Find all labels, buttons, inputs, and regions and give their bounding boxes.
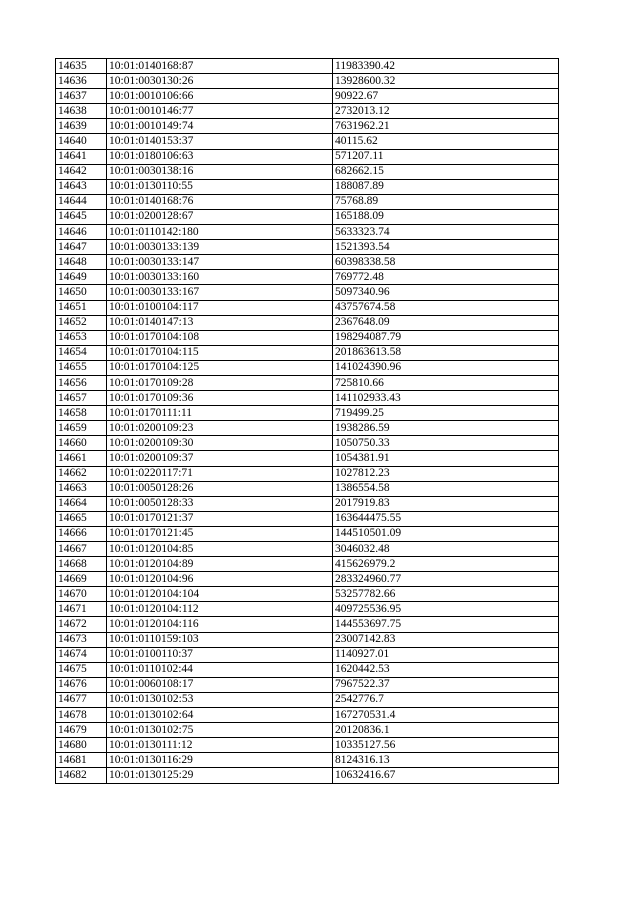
table-row xyxy=(56,753,559,768)
value-cell: 571207.11 xyxy=(333,149,559,164)
table-row xyxy=(56,375,559,390)
value-cell: 5097340.96 xyxy=(333,285,559,300)
value-cell: 43757674.58 xyxy=(333,300,559,315)
cadastral-number-cell: 10:01:0170121:45 xyxy=(107,526,333,541)
table-row xyxy=(56,285,559,300)
value-cell: 1521393.54 xyxy=(333,240,559,255)
cadastral-number-cell: 10:01:0030138:16 xyxy=(107,164,333,179)
row-number-cell: 14641 xyxy=(56,149,107,164)
row-number-cell: 14645 xyxy=(56,209,107,224)
cadastral-number-cell: 10:01:0170104:115 xyxy=(107,345,333,360)
table-row xyxy=(56,451,559,466)
value-cell: 20120836.1 xyxy=(333,723,559,738)
value-cell: 1938286.59 xyxy=(333,421,559,436)
row-number-cell: 14667 xyxy=(56,542,107,557)
table-row xyxy=(56,481,559,496)
value-cell: 201863613.58 xyxy=(333,345,559,360)
value-cell: 719499.25 xyxy=(333,406,559,421)
row-number-cell: 14679 xyxy=(56,723,107,738)
cadastral-number-cell: 10:01:0200109:37 xyxy=(107,451,333,466)
cadastral-number-cell: 10:01:0130102:53 xyxy=(107,692,333,707)
table-row xyxy=(56,270,559,285)
row-number-cell: 14681 xyxy=(56,753,107,768)
table-row xyxy=(56,421,559,436)
table-row xyxy=(56,240,559,255)
table-row xyxy=(56,134,559,149)
row-number-cell: 14657 xyxy=(56,391,107,406)
value-cell: 1620442.53 xyxy=(333,662,559,677)
cadastral-number-cell: 10:01:0030133:167 xyxy=(107,285,333,300)
row-number-cell: 14644 xyxy=(56,194,107,209)
value-cell: 167270531.4 xyxy=(333,708,559,723)
cadastral-number-cell: 10:01:0110159:103 xyxy=(107,632,333,647)
row-number-cell: 14652 xyxy=(56,315,107,330)
value-cell: 2367648.09 xyxy=(333,315,559,330)
row-number-cell: 14653 xyxy=(56,330,107,345)
row-number-cell: 14648 xyxy=(56,255,107,270)
value-cell: 2017919.83 xyxy=(333,496,559,511)
cadastral-number-cell: 10:01:0170109:36 xyxy=(107,391,333,406)
cadastral-number-cell: 10:01:0010146:77 xyxy=(107,104,333,119)
table-row xyxy=(56,557,559,572)
row-number-cell: 14636 xyxy=(56,74,107,89)
cadastral-number-cell: 10:01:0130116:29 xyxy=(107,753,333,768)
row-number-cell: 14659 xyxy=(56,421,107,436)
table-row xyxy=(56,74,559,89)
row-number-cell: 14665 xyxy=(56,511,107,526)
value-cell: 1050750.33 xyxy=(333,436,559,451)
row-number-cell: 14651 xyxy=(56,300,107,315)
value-cell: 682662.15 xyxy=(333,164,559,179)
value-cell: 163644475.55 xyxy=(333,511,559,526)
cadastral-number-cell: 10:01:0120104:96 xyxy=(107,572,333,587)
row-number-cell: 14647 xyxy=(56,240,107,255)
table-row xyxy=(56,632,559,647)
value-cell: 1027812.23 xyxy=(333,466,559,481)
value-cell: 198294087.79 xyxy=(333,330,559,345)
table-row xyxy=(56,225,559,240)
table-row xyxy=(56,587,559,602)
value-cell: 8124316.13 xyxy=(333,753,559,768)
cadastral-number-cell: 10:01:0030130:26 xyxy=(107,74,333,89)
cadastral-number-cell: 10:01:0130102:75 xyxy=(107,723,333,738)
cadastral-number-cell: 10:01:0140153:37 xyxy=(107,134,333,149)
table-row xyxy=(56,255,559,270)
table-row xyxy=(56,436,559,451)
cadastral-number-cell: 10:01:0120104:104 xyxy=(107,587,333,602)
value-cell: 11983390.42 xyxy=(333,59,559,74)
cadastral-number-cell: 10:01:0170104:108 xyxy=(107,330,333,345)
value-cell: 23007142.83 xyxy=(333,632,559,647)
table-row xyxy=(56,119,559,134)
cadastral-number-cell: 10:01:0120104:116 xyxy=(107,617,333,632)
value-cell: 141102933.43 xyxy=(333,391,559,406)
value-cell: 415626979.2 xyxy=(333,557,559,572)
row-number-cell: 14674 xyxy=(56,647,107,662)
row-number-cell: 14676 xyxy=(56,677,107,692)
cadastral-number-cell: 10:01:0030133:139 xyxy=(107,240,333,255)
row-number-cell: 14646 xyxy=(56,225,107,240)
table-row xyxy=(56,315,559,330)
table-row xyxy=(56,149,559,164)
value-cell: 10632416.67 xyxy=(333,768,559,783)
value-cell: 75768.89 xyxy=(333,194,559,209)
table-row xyxy=(56,89,559,104)
row-number-cell: 14663 xyxy=(56,481,107,496)
row-number-cell: 14639 xyxy=(56,119,107,134)
cadastral-number-cell: 10:01:0200109:23 xyxy=(107,421,333,436)
row-number-cell: 14680 xyxy=(56,738,107,753)
table-row xyxy=(56,542,559,557)
cadastral-number-cell: 10:01:0120104:112 xyxy=(107,602,333,617)
cadastral-number-cell: 10:01:0100110:37 xyxy=(107,647,333,662)
table-row xyxy=(56,496,559,511)
cadastral-number-cell: 10:01:0200109:30 xyxy=(107,436,333,451)
table-row xyxy=(56,692,559,707)
row-number-cell: 14649 xyxy=(56,270,107,285)
cadastral-number-cell: 10:01:0110102:44 xyxy=(107,662,333,677)
row-number-cell: 14642 xyxy=(56,164,107,179)
row-number-cell: 14635 xyxy=(56,59,107,74)
value-cell: 5633323.74 xyxy=(333,225,559,240)
row-number-cell: 14658 xyxy=(56,406,107,421)
table-row xyxy=(56,768,559,783)
cadastral-number-cell: 10:01:0030133:147 xyxy=(107,255,333,270)
value-cell: 1140927.01 xyxy=(333,647,559,662)
cadastral-number-cell: 10:01:0140147:13 xyxy=(107,315,333,330)
row-number-cell: 14669 xyxy=(56,572,107,587)
row-number-cell: 14670 xyxy=(56,587,107,602)
cadastral-number-cell: 10:01:0130110:55 xyxy=(107,179,333,194)
table-row xyxy=(56,345,559,360)
table-row xyxy=(56,104,559,119)
value-cell: 1386554.58 xyxy=(333,481,559,496)
cadastral-number-cell: 10:01:0200128:67 xyxy=(107,209,333,224)
table-row xyxy=(56,572,559,587)
cadastral-number-cell: 10:01:0110142:180 xyxy=(107,225,333,240)
cadastral-number-cell: 10:01:0030133:160 xyxy=(107,270,333,285)
cadastral-number-cell: 10:01:0220117:71 xyxy=(107,466,333,481)
cadastral-number-cell: 10:01:0050128:26 xyxy=(107,481,333,496)
cadastral-number-cell: 10:01:0180106:63 xyxy=(107,149,333,164)
value-cell: 10335127.56 xyxy=(333,738,559,753)
row-number-cell: 14643 xyxy=(56,179,107,194)
row-number-cell: 14664 xyxy=(56,496,107,511)
cadastral-number-cell: 10:01:0130102:64 xyxy=(107,708,333,723)
table-row xyxy=(56,360,559,375)
table-row xyxy=(56,209,559,224)
table-row xyxy=(56,300,559,315)
table-row xyxy=(56,526,559,541)
row-number-cell: 14672 xyxy=(56,617,107,632)
row-number-cell: 14640 xyxy=(56,134,107,149)
table-row xyxy=(56,164,559,179)
cadastral-number-cell: 10:01:0170109:28 xyxy=(107,375,333,390)
table-body xyxy=(56,59,559,784)
table-row xyxy=(56,330,559,345)
row-number-cell: 14666 xyxy=(56,526,107,541)
table-row xyxy=(56,511,559,526)
row-number-cell: 14675 xyxy=(56,662,107,677)
table-row xyxy=(56,406,559,421)
table-row xyxy=(56,466,559,481)
cadastral-number-cell: 10:01:0170121:37 xyxy=(107,511,333,526)
cadastral-number-cell: 10:01:0060108:17 xyxy=(107,677,333,692)
table-row xyxy=(56,738,559,753)
value-cell: 144553697.75 xyxy=(333,617,559,632)
cadastral-number-cell: 10:01:0010149:74 xyxy=(107,119,333,134)
value-cell: 60398338.58 xyxy=(333,255,559,270)
table-row xyxy=(56,59,559,74)
cadastral-number-cell: 10:01:0120104:89 xyxy=(107,557,333,572)
value-cell: 144510501.09 xyxy=(333,526,559,541)
row-number-cell: 14655 xyxy=(56,360,107,375)
cadastral-number-cell: 10:01:0100104:117 xyxy=(107,300,333,315)
value-cell: 283324960.77 xyxy=(333,572,559,587)
table-row xyxy=(56,602,559,617)
row-number-cell: 14673 xyxy=(56,632,107,647)
value-cell: 7967522.37 xyxy=(333,677,559,692)
row-number-cell: 14677 xyxy=(56,692,107,707)
value-cell: 1054381.91 xyxy=(333,451,559,466)
row-number-cell: 14654 xyxy=(56,345,107,360)
table-row xyxy=(56,647,559,662)
row-number-cell: 14660 xyxy=(56,436,107,451)
value-cell: 725810.66 xyxy=(333,375,559,390)
value-cell: 3046032.48 xyxy=(333,542,559,557)
table-row xyxy=(56,617,559,632)
value-cell: 90922.67 xyxy=(333,89,559,104)
value-cell: 2732013.12 xyxy=(333,104,559,119)
row-number-cell: 14668 xyxy=(56,557,107,572)
row-number-cell: 14637 xyxy=(56,89,107,104)
data-table xyxy=(55,58,559,784)
value-cell: 13928600.32 xyxy=(333,74,559,89)
row-number-cell: 14671 xyxy=(56,602,107,617)
row-number-cell: 14662 xyxy=(56,466,107,481)
row-number-cell: 14678 xyxy=(56,708,107,723)
cadastral-number-cell: 10:01:0140168:87 xyxy=(107,59,333,74)
row-number-cell: 14661 xyxy=(56,451,107,466)
table-row xyxy=(56,179,559,194)
value-cell: 53257782.66 xyxy=(333,587,559,602)
row-number-cell: 14650 xyxy=(56,285,107,300)
row-number-cell: 14682 xyxy=(56,768,107,783)
value-cell: 141024390.96 xyxy=(333,360,559,375)
table-row xyxy=(56,391,559,406)
cadastral-number-cell: 10:01:0010106:66 xyxy=(107,89,333,104)
value-cell: 40115.62 xyxy=(333,134,559,149)
cadastral-number-cell: 10:01:0050128:33 xyxy=(107,496,333,511)
table-row xyxy=(56,677,559,692)
value-cell: 188087.89 xyxy=(333,179,559,194)
cadastral-number-cell: 10:01:0170104:125 xyxy=(107,360,333,375)
table-row xyxy=(56,723,559,738)
cadastral-number-cell: 10:01:0170111:11 xyxy=(107,406,333,421)
value-cell: 7631962.21 xyxy=(333,119,559,134)
table-row xyxy=(56,708,559,723)
value-cell: 165188.09 xyxy=(333,209,559,224)
table-row xyxy=(56,194,559,209)
cadastral-number-cell: 10:01:0130111:12 xyxy=(107,738,333,753)
value-cell: 769772.48 xyxy=(333,270,559,285)
row-number-cell: 14656 xyxy=(56,375,107,390)
cadastral-number-cell: 10:01:0140168:76 xyxy=(107,194,333,209)
cadastral-number-cell: 10:01:0120104:85 xyxy=(107,542,333,557)
value-cell: 2542776.7 xyxy=(333,692,559,707)
value-cell: 409725536.95 xyxy=(333,602,559,617)
table-row xyxy=(56,662,559,677)
cadastral-number-cell: 10:01:0130125:29 xyxy=(107,768,333,783)
row-number-cell: 14638 xyxy=(56,104,107,119)
